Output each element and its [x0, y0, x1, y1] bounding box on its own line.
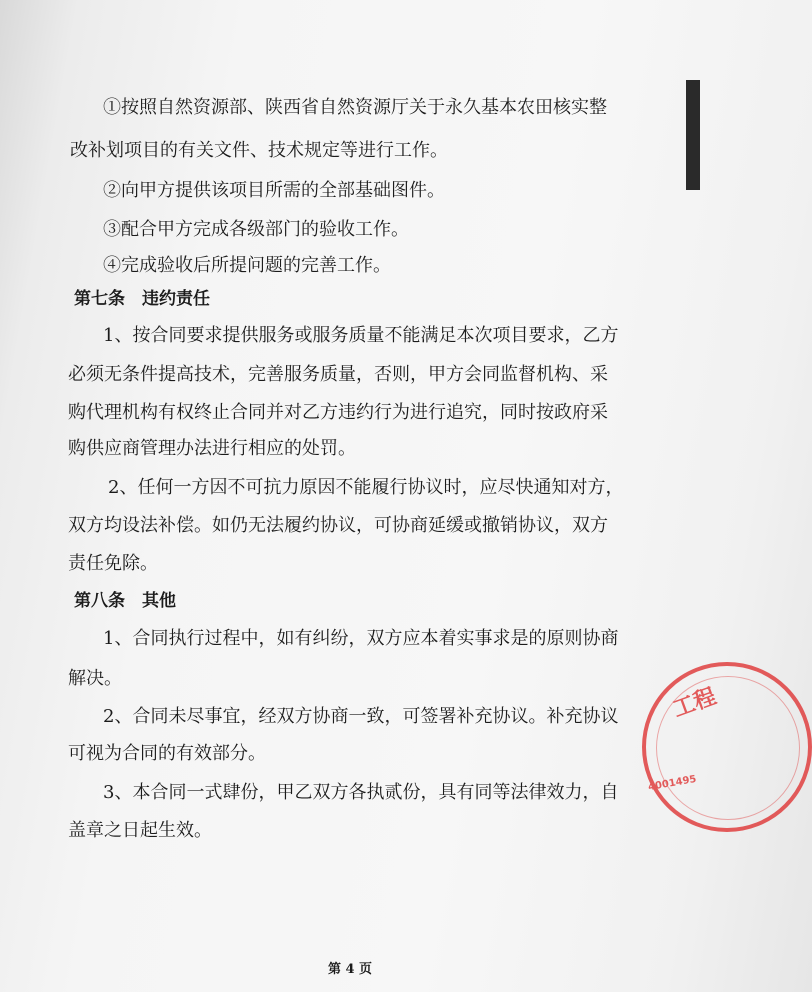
article-8-line-3: 2、合同未尽事宜，经双方协商一致，可签署补充协议。补充协议: [103, 706, 619, 727]
article-8-line-4: 可视为合同的有效部分。: [68, 743, 266, 764]
article-8-title: 第八条 其他: [74, 591, 176, 611]
article-7-line-2: 必须无条件提高技术，完善服务质量，否则，甲方会同监督机构、采: [68, 364, 608, 385]
item-2: ②向甲方提供该项目所需的全部基础图件。: [103, 180, 445, 201]
article-8-line-1: 1、合同执行过程中，如有纠纷，双方应本着实事求是的原则协商: [103, 628, 619, 649]
item-3: ③配合甲方完成各级部门的验收工作。: [103, 219, 409, 240]
item-1-line-1: ①按照自然资源部、陕西省自然资源厅关于永久基本农田核实整: [103, 97, 607, 118]
article-7-line-1: 1、按合同要求提供服务或服务质量不能满足本次项目要求，乙方: [103, 325, 619, 346]
article-7-line-4: 购供应商管理办法进行相应的处罚。: [68, 438, 356, 459]
article-7-title: 第七条 违约责任: [74, 289, 210, 309]
official-seal-stamp: [642, 662, 812, 832]
article-7-line-6: 双方均设法补偿。如仍无法履约协议，可协商延缓或撤销协议，双方: [68, 515, 608, 536]
article-8-line-6: 盖章之日起生效。: [68, 820, 212, 841]
item-1-line-2: 改补划项目的有关文件、技术规定等进行工作。: [70, 140, 448, 161]
item-4: ④完成验收后所提问题的完善工作。: [103, 255, 391, 276]
article-7-line-5: 2、任何一方因不可抗力原因不能履行协议时，应尽快通知对方，: [108, 477, 624, 498]
page-edge-shadow: [686, 80, 700, 190]
seal-top-text: 工程: [669, 684, 720, 723]
article-7-line-7: 责任免除。: [68, 553, 158, 574]
page-number: 第 4 页: [327, 962, 373, 977]
seal-bottom-text: 4001495: [647, 773, 698, 794]
article-7-line-3: 购代理机构有权终止合同并对乙方违约行为进行追究，同时按政府采: [68, 402, 608, 423]
article-8-line-2: 解决。: [68, 668, 122, 689]
article-8-line-5: 3、本合同一式肆份，甲乙双方各执贰份，具有同等法律效力，自: [103, 782, 619, 803]
